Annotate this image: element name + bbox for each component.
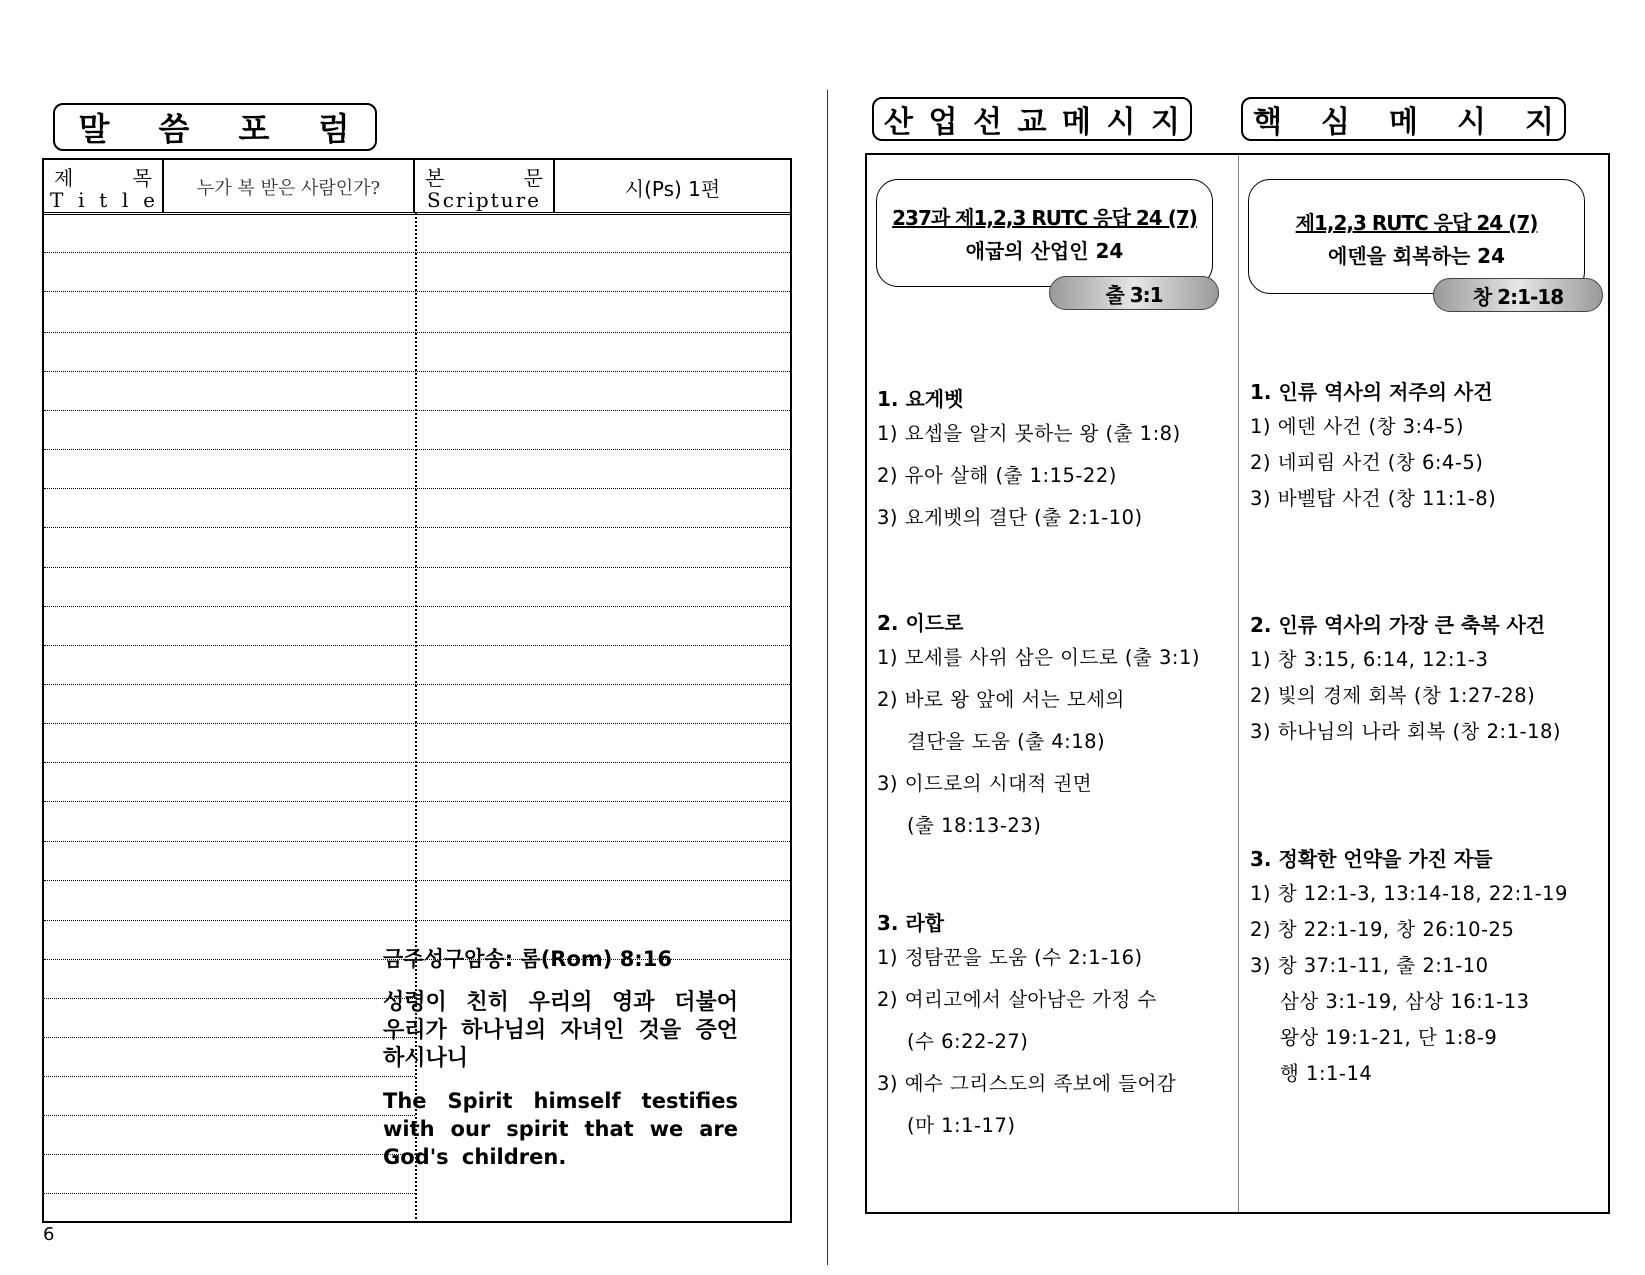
note-line[interactable] [44, 1076, 415, 1077]
title-char: 포 [238, 110, 272, 148]
title-label-ko: 목 [132, 166, 152, 190]
industrial-message-title [872, 97, 1192, 141]
note-line[interactable] [44, 449, 790, 450]
title-char: 시 [1457, 105, 1486, 140]
industrial-point-2 [877, 607, 1200, 838]
memory-verse [383, 943, 738, 1171]
page-number: 6 [43, 1224, 55, 1245]
note-line[interactable] [44, 291, 790, 292]
note-line[interactable] [44, 1154, 415, 1155]
note-line[interactable] [44, 1037, 415, 1038]
point-item: 행 1:1-14 [1280, 1062, 1373, 1085]
scripture-label-cell [415, 160, 555, 212]
note-line[interactable] [44, 371, 790, 372]
point-item: 삼상 3:1-19, 삼상 16:1-13 [1280, 990, 1530, 1013]
point-item: 2) 네피림 사건 (창 6:4-5) [1250, 451, 1484, 474]
industrial-point-3 [877, 907, 1176, 1138]
point-item: 3) 예수 그리스도의 족보에 들어감 [877, 1072, 1177, 1095]
scripture-value-cell [555, 160, 790, 212]
note-line[interactable] [44, 1193, 415, 1194]
point-item: 2) 창 22:1-19, 창 26:10-25 [1250, 918, 1515, 941]
message-frame [865, 153, 1610, 1214]
point-heading: 3. 정확한 언약을 가진 자들 [1250, 847, 1493, 871]
title-char: 지 [1525, 105, 1554, 140]
note-line[interactable] [44, 920, 790, 921]
note-line[interactable] [44, 801, 790, 802]
point-item: 3) 바벨탑 사건 (창 11:1-8) [1250, 487, 1497, 510]
point-item: 1) 에덴 사건 (창 3:4-5) [1250, 415, 1465, 438]
scripture-reference: 시(Ps) 1편 [624, 177, 721, 201]
note-line[interactable] [44, 606, 790, 607]
note-line[interactable] [44, 841, 790, 842]
point-item: 2) 여리고에서 살아남은 가정 수 [877, 988, 1157, 1011]
title-char: 시 [1106, 105, 1136, 140]
point-item: 1) 창 3:15, 6:14, 12:1-3 [1250, 648, 1489, 671]
title-char: 럼 [318, 110, 352, 148]
point-item: 2) 유아 살해 (출 1:15-22) [877, 464, 1117, 487]
note-line[interactable] [44, 645, 790, 646]
note-line[interactable] [44, 567, 790, 568]
scripture-label-ko: 문 [523, 166, 543, 190]
note-line[interactable] [44, 1115, 415, 1116]
note-line[interactable] [44, 762, 790, 763]
point-item: 1) 모세를 사위 삼은 이드로 (출 3:1) [877, 646, 1201, 669]
title-label-en: i [78, 188, 86, 212]
title-value-cell [164, 160, 415, 212]
note-line[interactable] [44, 252, 790, 253]
title-label-en: e [143, 188, 156, 212]
sermon-title: 누가 복 받은 사람인가? [196, 178, 381, 199]
note-line[interactable] [44, 332, 790, 333]
core-callout [1248, 179, 1585, 294]
point-heading: 1. 인류 역사의 저주의 사건 [1250, 380, 1493, 404]
note-line[interactable] [44, 880, 790, 881]
callout-line2: 에덴을 회복하는 24 [1328, 244, 1505, 268]
title-char: 말 [78, 110, 112, 148]
point-item: (수 6:22-27) [907, 1030, 1029, 1053]
column-divider [1238, 155, 1239, 1212]
point-item: 1) 정탐꾼을 도움 (수 2:1-16) [877, 946, 1143, 969]
point-item: 결단을 도움 (출 4:18) [907, 730, 1106, 753]
scripture-label-ko: 본 [425, 166, 445, 190]
callout-line2: 애굽의 산업인 24 [965, 239, 1124, 263]
point-item: 3) 하나님의 나라 회복 (창 2:1-18) [1250, 720, 1561, 743]
title-char: 선 [973, 105, 1002, 140]
point-item: 3) 요게벳의 결단 (출 2:1-10) [877, 506, 1143, 529]
memory-verse-korean: 성령이 친히 우리의 영과 더불어 우리가 하나님의 자녀인 것을 증언하시나니 [383, 990, 738, 1071]
title-char: 씀 [158, 110, 192, 148]
core-point-3 [1250, 843, 1568, 1086]
title-char: 핵 [1253, 105, 1282, 140]
core-message-title [1241, 97, 1566, 141]
title-char: 교 [1017, 105, 1047, 140]
note-line[interactable] [44, 410, 790, 411]
point-heading: 3. 라합 [877, 911, 945, 935]
title-label-en: l [122, 188, 130, 212]
core-point-2 [1250, 609, 1561, 744]
note-line[interactable] [44, 488, 790, 489]
industrial-callout [876, 179, 1213, 287]
header-row [44, 160, 790, 215]
title-char: 산 [884, 105, 913, 140]
point-item: 3) 창 37:1-11, 출 2:1-10 [1250, 954, 1489, 977]
sermon-forum-title [53, 103, 377, 151]
point-item: 2) 바로 왕 앞에 서는 모세의 [877, 688, 1125, 711]
point-item: (출 18:13-23) [907, 814, 1042, 837]
page-spine-divider [827, 90, 828, 1265]
point-item: 1) 요셉을 알지 못하는 왕 (출 1:8) [877, 422, 1181, 445]
note-line[interactable] [44, 998, 415, 999]
point-heading: 2. 이드로 [877, 611, 964, 635]
note-line[interactable] [44, 684, 790, 685]
memory-verse-heading: 금주성구암송: 롬(Rom) 8:16 [383, 947, 672, 971]
memory-verse-english: The Spirit himself testifies with our spirit that we are God's children. [383, 1089, 738, 1169]
point-item: 왕상 19:1-21, 단 1:8-9 [1280, 1026, 1498, 1049]
point-item: 3) 이드로의 시대적 권면 [877, 772, 1093, 795]
point-item: 1) 창 12:1-3, 13:14-18, 22:1-19 [1250, 882, 1568, 905]
title-label-ko: 제 [54, 166, 74, 190]
industrial-point-1 [877, 383, 1181, 530]
point-heading: 1. 요게벳 [877, 387, 964, 411]
point-heading: 2. 인류 역사의 가장 큰 축복 사건 [1250, 613, 1546, 637]
core-point-1 [1250, 376, 1496, 511]
title-char: 심 [1321, 105, 1350, 140]
title-char: 업 [928, 105, 958, 140]
callout-line1: 제1,2,3 RUTC 응답 24 (7) [1295, 211, 1538, 235]
note-line[interactable] [44, 723, 790, 724]
title-char: 메 [1062, 105, 1091, 140]
industrial-reference-badge: 출 3:1 [1049, 276, 1219, 310]
point-item: 2) 빛의 경제 회복 (창 1:27-28) [1250, 684, 1536, 707]
scripture-label-en: Scripture [427, 188, 541, 212]
point-item: (마 1:1-17) [907, 1114, 1016, 1137]
callout-line1: 237과 제1,2,3 RUTC 응답 24 (7) [892, 206, 1197, 230]
core-reference-badge: 창 2:1-18 [1433, 278, 1603, 312]
note-line[interactable] [44, 527, 790, 528]
title-char: 지 [1151, 105, 1180, 140]
title-label-en: T [50, 188, 65, 212]
title-char: 메 [1389, 105, 1418, 140]
title-label-cell [44, 160, 164, 212]
title-label-en: t [99, 188, 109, 212]
